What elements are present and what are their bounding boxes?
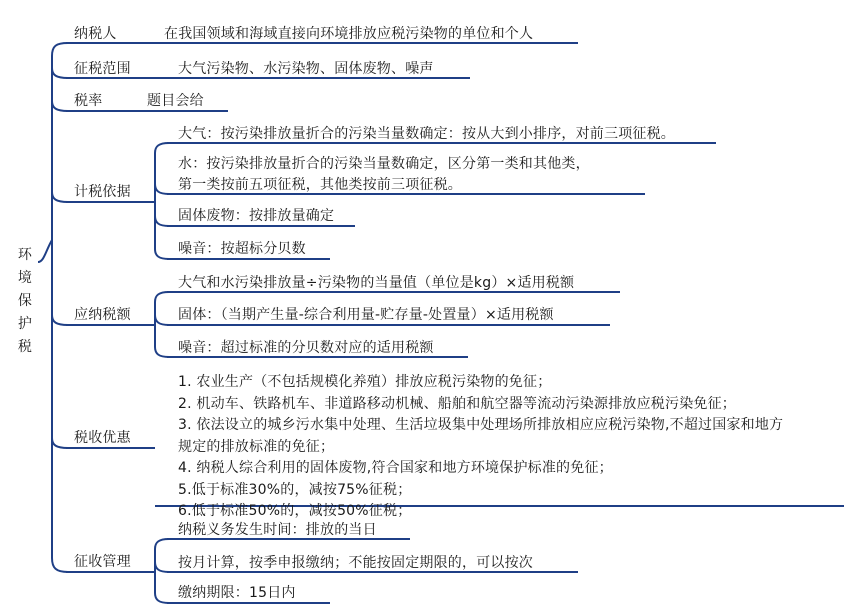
branch-topic: 征税范围 [74, 61, 131, 77]
root-connector [38, 240, 52, 262]
leaf-topic: 固体：（当期产生量-综合利用量-贮存量-处置量）×适用税额 [178, 307, 554, 323]
branch-connector-2 [52, 101, 68, 111]
sub-top-4 [155, 292, 169, 302]
leaf-topic: 纳税义务发生时间：排放的当日 [178, 522, 377, 538]
sub-mid-3-2 [155, 216, 169, 226]
branch-topic: 税率 [74, 93, 103, 109]
sub-mid-4-1 [155, 315, 169, 325]
branch-connector-3 [52, 192, 68, 202]
trunk-top-curve [52, 43, 68, 56]
branch-connector-5 [52, 438, 68, 448]
leaf-topic: 大气和水污染排放量÷污染物的当量值（单位是kg）×适用税额 [178, 275, 575, 291]
root-topic: 环境保护税 [17, 247, 33, 355]
sub-mid-3-1 [155, 184, 169, 194]
branch-topic: 计税依据 [74, 184, 131, 200]
leaf-topic: 噪音：按超标分贝数 [178, 241, 306, 257]
leaf-topic: 固体废物：按排放量确定 [178, 208, 335, 224]
sub-top-3 [155, 143, 169, 153]
leaf-topic: 1. 农业生产（不包括规模化养殖）排放应税污染物的免征； 2. 机动车、铁路机车、非道路移动机械、船舶和航空器等流动污染源排放应税污染免征； 3. 依法设立的城乡污水集中处理、生活垃圾集中处理场所排放相应应税污染物,不超过国家和地方 规定的排放标准的免征； 4. 纳税人综合利用的固体废物,符合国家和地方环境保护标准的免征； 5.低于标准30%的，减按75%征税； 6.低于标准50%的，减按50%征税； [178, 374, 784, 519]
leaf-topic: 水：按污染排放量折合的污染当量数确定，区分第一类和其他类， 第一类按前五项征税，其他类按前三项征税。 [178, 156, 590, 193]
sub-bottom-3 [155, 249, 169, 259]
leaf-topic: 在我国领域和海域直接向环境排放应税污染物的单位和个人 [164, 26, 534, 42]
branch-topic: 税收优惠 [74, 430, 131, 446]
leaf-topic: 缴纳期限：15日内 [178, 585, 296, 601]
sub-bottom-6 [155, 593, 169, 603]
leaf-topic: 大气：按污染排放量折合的污染当量数确定：按从大到小排序，对前三项征税。 [178, 126, 675, 142]
branch-topic: 征收管理 [74, 554, 131, 570]
leaf-topic: 噪音：超过标准的分贝数对应的适用税额 [178, 340, 434, 356]
trunk-bottom-curve [52, 558, 68, 572]
sub-top-6 [155, 539, 169, 549]
leaf-topic: 按月计算，按季申报缴纳；不能按固定期限的，可以按次 [178, 555, 533, 571]
leaf-topic: 大气污染物、水污染物、固体废物、噪声 [178, 61, 434, 77]
sub-mid-6-1 [155, 562, 169, 572]
sub-bottom-4 [155, 347, 169, 357]
branch-connector-1 [52, 68, 68, 78]
branch-topic: 纳税人 [74, 26, 117, 42]
branch-topic: 应纳税额 [74, 307, 131, 323]
leaf-topic: 题目会给 [147, 93, 204, 109]
branch-connector-4 [52, 315, 68, 325]
